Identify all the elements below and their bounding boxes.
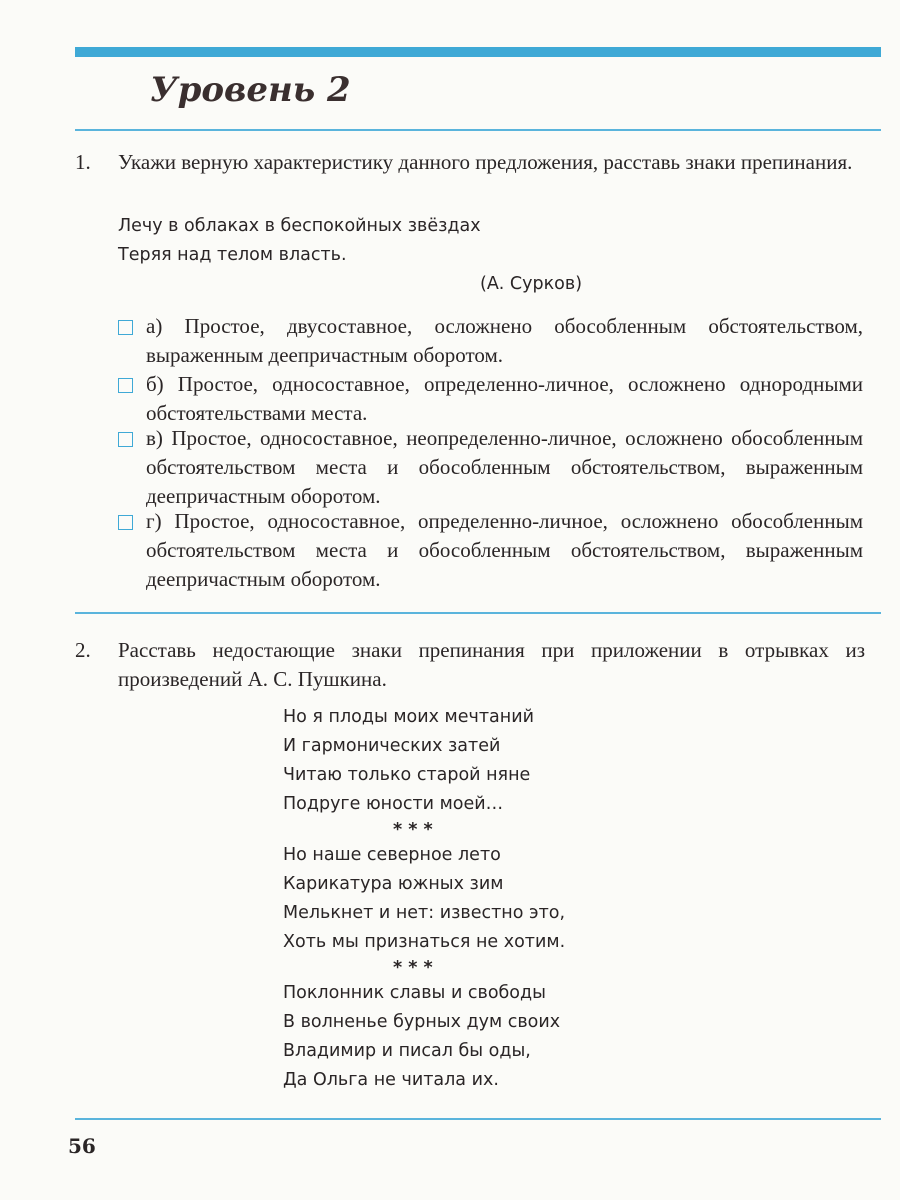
option-label: в) Простое, односоставное, неопределенно-личное, осложнено обособленным обстоятельством места и обособленным обстоятельством, выраженным деепричастным оборотом. — [146, 426, 863, 508]
verse-line: Читаю только старой няне — [283, 765, 531, 785]
verse-line: Но я плоды моих мечтаний — [283, 707, 534, 727]
option-label: б) Простое, односоставное, определенно-личное, осложнено однородными обстоятельствами места. — [146, 372, 863, 425]
question-text: Расставь недостающие знаки препинания при приложении в отрывках из произведений А. С. Пушкина. — [118, 638, 865, 691]
option-b[interactable] — [118, 370, 863, 428]
verse-line: Владимир и писал бы оды, — [283, 1041, 531, 1061]
verse-line: Подруге юности моей… — [283, 794, 504, 814]
verse-line: Карикатура южных зим — [283, 874, 504, 894]
verse-line: Теряя над телом власть. — [118, 245, 347, 265]
header-bar — [75, 47, 881, 57]
separator: * * * — [393, 958, 433, 978]
question-1 — [75, 148, 865, 177]
verse-line: Лечу в облаках в беспокойных звёздах — [118, 216, 481, 236]
option-label: а) Простое, двусоставное, осложнено обособленным обстоятельством, выраженным деепричастным оборотом. — [146, 314, 863, 367]
verse-line: И гармонических затей — [283, 736, 501, 756]
verse-line: Но наше северное лето — [283, 845, 501, 865]
option-d[interactable] — [118, 507, 863, 594]
verse-line: Поклонник славы и свободы — [283, 983, 546, 1003]
question-number: 1. — [75, 150, 91, 174]
divider — [75, 129, 881, 131]
verse-line: Мелькнет и нет: известно это, — [283, 903, 566, 923]
checkbox[interactable] — [118, 432, 133, 447]
divider — [75, 612, 881, 614]
question-text: Укажи верную характеристику данного предложения, расставь знаки препинания. — [118, 150, 853, 174]
checkbox[interactable] — [118, 515, 133, 530]
question-2 — [75, 636, 865, 694]
option-c[interactable] — [118, 424, 863, 511]
verse-line: Хоть мы признаться не хотим. — [283, 932, 566, 952]
checkbox[interactable] — [118, 378, 133, 393]
page-title: Уровень 2 — [150, 70, 351, 110]
verse-q2 — [283, 703, 565, 1095]
divider — [75, 1118, 881, 1120]
verse-line: В волненье бурных дум своих — [283, 1012, 561, 1032]
author: (А. Сурков) — [480, 274, 583, 294]
checkbox[interactable] — [118, 320, 133, 335]
page-number: 56 — [68, 1134, 96, 1158]
verse-line: Да Ольга не читала их. — [283, 1070, 499, 1090]
verse-q1 — [118, 212, 481, 270]
option-a[interactable] — [118, 312, 863, 370]
option-label: г) Простое, односоставное, определенно-личное, осложнено обособленным обстоятельством места и обособленным обстоятельством, выраженным деепричастным оборотом. — [146, 509, 863, 591]
question-number: 2. — [75, 638, 91, 662]
separator: * * * — [393, 820, 433, 840]
